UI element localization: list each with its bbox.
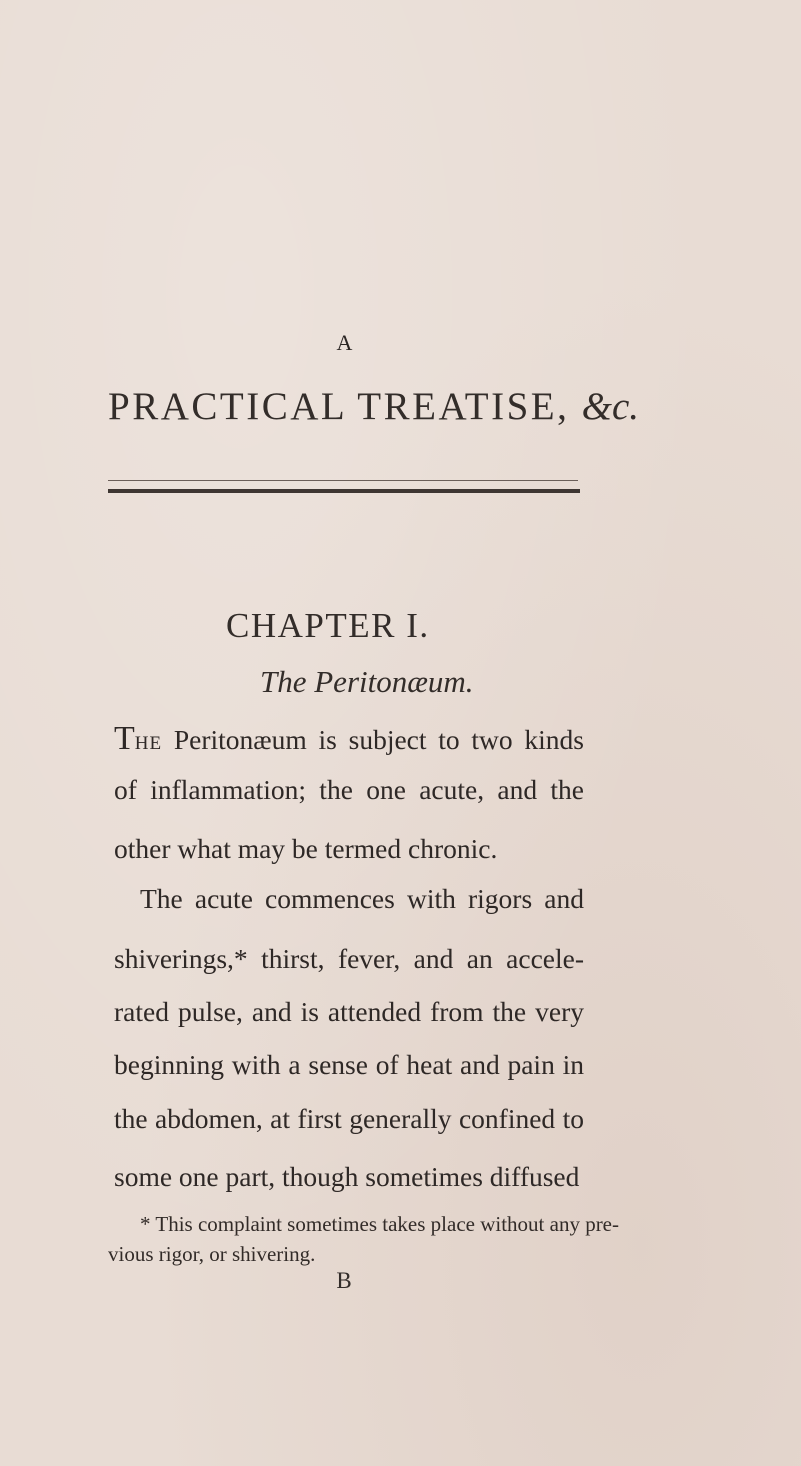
body-line-8: the abdomen, at first generally confined to (114, 1103, 584, 1134)
body-line-9: some one part, though sometimes diffused (114, 1161, 580, 1192)
body-line-1 (114, 720, 584, 763)
body-line-2: of inflammation; the one acute, and the (114, 774, 584, 805)
title-rule-thin (108, 480, 578, 481)
body-line-5: shiverings,* thirst, fever, and an accele- (114, 943, 584, 974)
body-line-1-text: Peritonæum is subject to two kinds (173, 724, 584, 755)
title-rule-thick (108, 489, 580, 493)
body-initial: T (114, 720, 135, 757)
header-letter: A (336, 330, 354, 355)
body-initial-smallcaps: HE (134, 733, 163, 754)
signature-mark: B (336, 1268, 352, 1293)
page-title (108, 384, 639, 429)
body-line-6: rated pulse, and is attended from the very (114, 996, 584, 1027)
body-line-7: beginning with a sense of heat and pain in (114, 1049, 584, 1080)
section-title: The Peritonæum. (260, 664, 474, 699)
footnote-line-2: vious rigor, or shivering. (108, 1242, 316, 1266)
chapter-heading: CHAPTER I. (226, 606, 430, 645)
body-line-3: other what may be termed chronic. (114, 833, 498, 864)
footnote-line-1: * This complaint sometimes takes place without any pre- (140, 1212, 620, 1236)
page-title-text: PRACTICAL TREATISE, (108, 385, 570, 428)
page-title-etc: &c. (581, 385, 640, 428)
body-line-4: The acute commences with rigors and (140, 883, 584, 914)
